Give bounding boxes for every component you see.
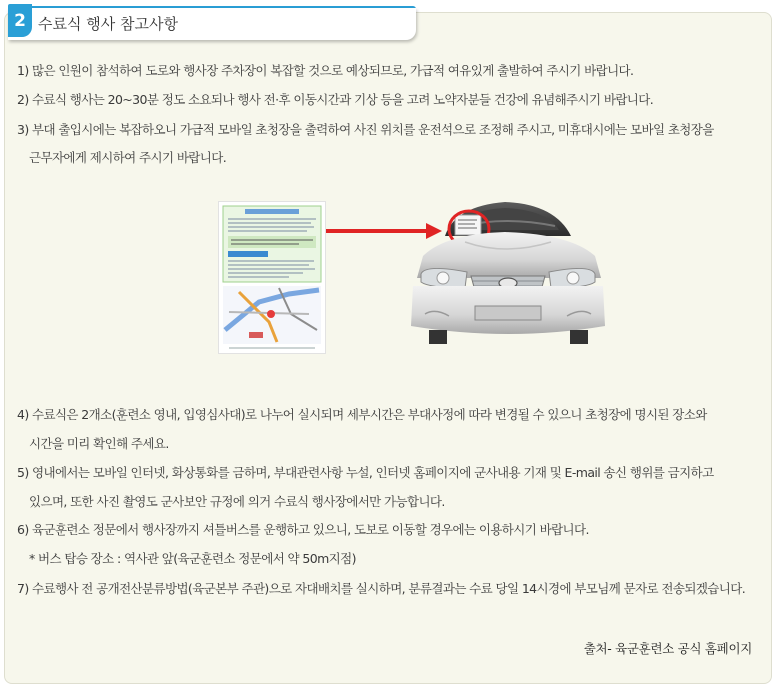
notice-item-3-cont: 근무자에게 제시하여 주시기 바랍니다.: [29, 150, 227, 165]
notice-item-4-cont: 시간을 미리 확인해 주세요.: [29, 436, 169, 451]
section-title: 수료식 행사 참고사항: [38, 15, 178, 33]
notice-item-1: 1) 많은 인원이 참석하여 도로와 행사장 주차장이 복잡할 것으로 예상되므로, 가급적 여유있게 출발하여 주시기 바랍니다.: [17, 63, 634, 78]
car-illustration: [405, 186, 612, 354]
notice-item-5: 5) 영내에서는 모바일 인터넷, 화상통화를 금하며, 부대관련사항 누설, 인터넷 홈페이지에 군사내용 기재 및 E-mail 송신 행위를 금지하고: [17, 465, 714, 480]
notice-item-3: 3) 부대 출입시에는 복잡하오니 가급적 모바일 초청장을 출력하여 사진 위치를 운전석으로 조정해 주시고, 미휴대시에는 모바일 초청장을: [17, 122, 714, 137]
notice-item-6-note: * 버스 탑승 장소 : 역사관 앞(육군훈련소 정문에서 약 50m지점): [29, 551, 356, 566]
source-credit: 출처- 육군훈련소 공식 홈페이지: [583, 641, 752, 656]
invitation-illustration: [219, 202, 325, 353]
notice-item-2: 2) 수료식 행사는 20~30분 정도 소요되나 행사 전·후 이동시간과 기상 등을 고려 노약자분들 건강에 유념해주시기 바랍니다.: [17, 92, 654, 107]
notice-item-5-cont: 있으며, 또한 사진 촬영도 군사보안 규정에 의거 수료식 행사장에서만 가능합니다.: [29, 494, 445, 509]
section-number-badge: 2: [8, 4, 32, 37]
notice-item-7: 7) 수료행사 전 공개전산분류방법(육군본부 주관)으로 자대배치를 실시하며, 분류결과는 수료 당일 14시경에 부모님께 문자로 전송되겠습니다.: [17, 581, 746, 596]
mobile-invitation-image: [218, 201, 326, 354]
notice-item-6: 6) 육군훈련소 정문에서 행사장까지 셔틀버스를 운행하고 있으니, 도보로 이동할 경우에는 이용하시기 바랍니다.: [17, 522, 589, 537]
car-photo: [405, 186, 612, 354]
notice-item-4: 4) 수료식은 2개소(훈련소 영내, 입영심사대)로 나누어 실시되며 세부시간은 부대사정에 따라 변경될 수 있으니 초청장에 명시된 장소와: [17, 407, 707, 422]
